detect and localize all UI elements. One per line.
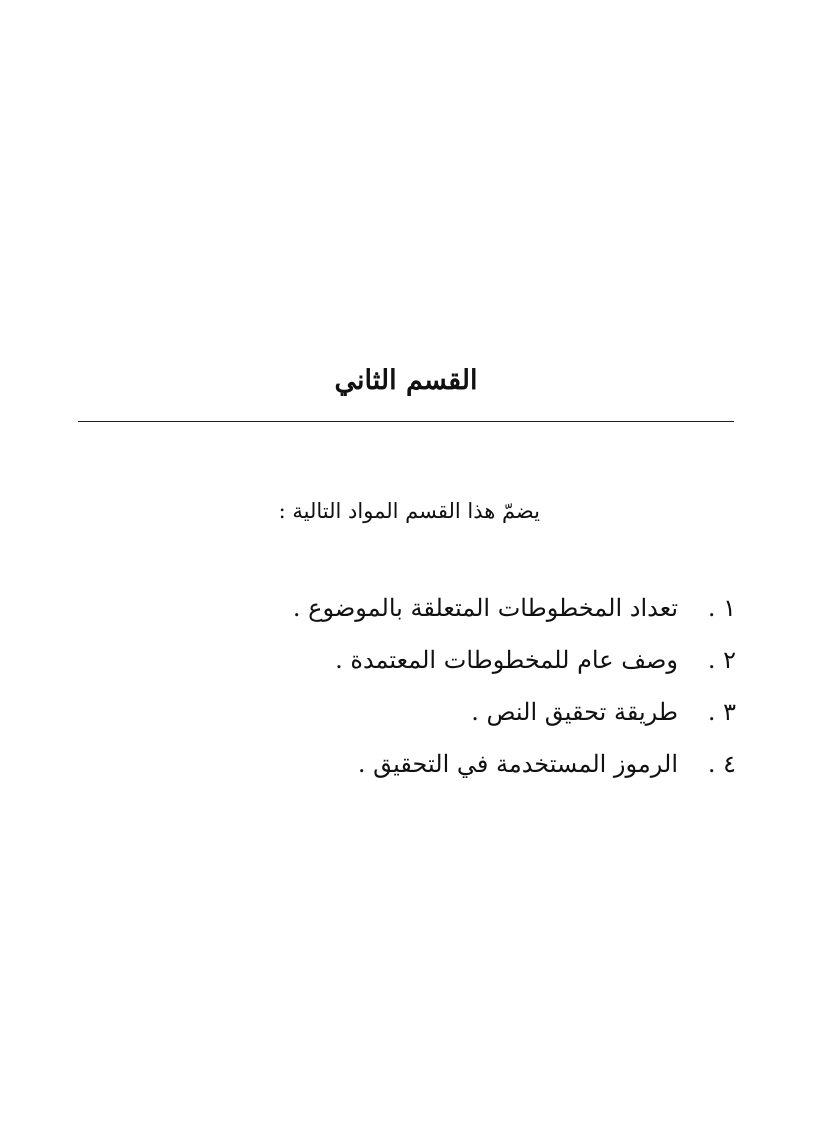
item-number: ٢ .	[707, 646, 736, 674]
item-text: الرموز المستخدمة في التحقيق .	[357, 750, 678, 778]
section-heading: القسم الثاني	[334, 365, 478, 396]
contents-list	[78, 582, 736, 790]
list-item	[78, 582, 736, 634]
item-number: ٤ .	[707, 750, 736, 778]
item-number: ١ .	[707, 594, 736, 622]
item-text: تعداد المخطوطات المتعلقة بالموضوع .	[292, 594, 678, 622]
intro-paragraph: يضمّ هذا القسم المواد التالية :	[278, 499, 540, 523]
item-text: طريقة تحقيق النص .	[471, 698, 678, 726]
item-text: وصف عام للمخطوطات المعتمدة .	[335, 646, 678, 674]
list-item	[78, 634, 736, 686]
list-item	[78, 738, 736, 790]
list-item	[78, 686, 736, 738]
item-number: ٣ .	[707, 698, 736, 726]
heading-divider	[78, 421, 734, 422]
